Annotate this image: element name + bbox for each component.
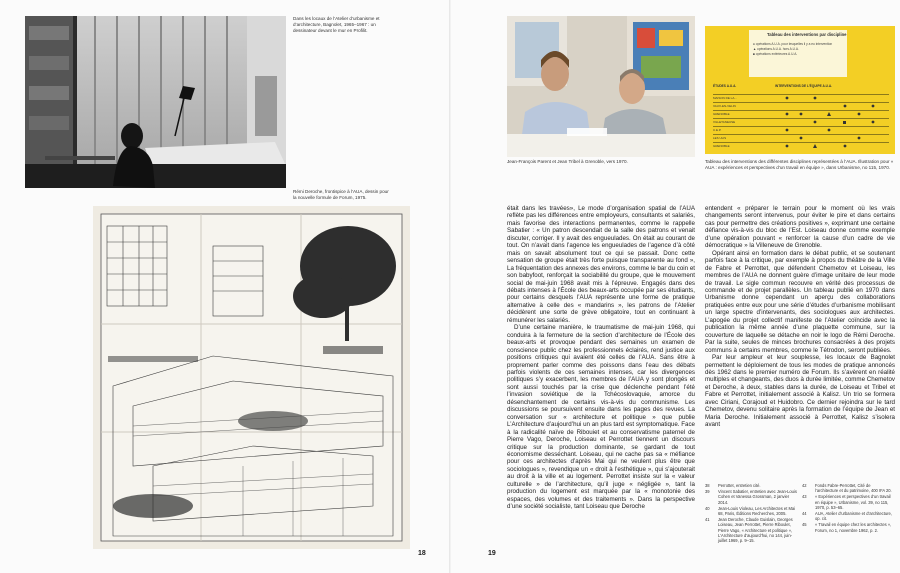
paragraph: était dans les travées», Le mode d’organisation spatial de l’AUA reflète pas les différences entre employeurs, consultants et salariés, mais favorise des interactions permanentes, comme le rappelle Sabatier : « Un patron descendait de la salle des patrons et venait discuter, corriger. Il y avait des engueulades. On était au courant de tout. On n’avait dans l’agence les engueulades de l’agence d’à côté mais on savait absolument tout ce qui se passait. Donc cette sensation de groupe était très forte puisque transparente au fond », La fréquentation des annexes des environs, comme le bar du coin et son babyfoot, renforçait la sociabilité du groupe, que le mouvement social de mai-juin 1968 avait mis à l’épreuve. Engagés dans des débats intenses à l’École des beaux-arts occupée par ses étudiants, pour certains desquels l’AUA représente une forme de pratique alternative à celle des « mandarins », les patrons de l’Atelier décidèrent une sorte de grève obligatoire, tout en continuant à rémunérer les salariés. bbox=[507, 205, 695, 324]
table-header-right: INTERVENTIONS DE L’ÉQUIPE A.U.A. bbox=[775, 84, 833, 88]
table-row: MAISON DE LA... bbox=[713, 94, 889, 103]
paragraph: entendent « préparer le terrain pour le moment où les vrais changements seront intervenus, pour éviter le pire et dans certains cas pour permettre des créations positives », exprimant une certaine défiance vis-à-vis du bloc de l’Est. Loiseau donne comme exemple d’une opération pouvant « renforcer la cause d’un cadre de vie démocratique » la Villeneuve de Grenoble. bbox=[705, 205, 895, 250]
paragraph: D’une certaine manière, le traumatisme de mai-juin 1968, qui conduira à la fermeture de la section d’architecture de l’École des beaux-arts et provoque pendant des semaines un examen de conscience public chez les professionnels éclairés, rend justice aux positions critiques qui avaient été celles de l’AUA. Sans être à proprement parler comme des poissons dans l’eau des débats parfois violents de ces semaines intenses, car les divergences politiques s’y exacerbent, les membres de l’AUA y sont plongés et sont aussi touchés par la crise que déclenche pendant l’été l’invasion soviétique de la Tchécoslovaquie, amorce du désenchantement de certains vis-à-vis du communisme. Les discussions se poursuivent ensuite dans les pages des revues. La conversation sur « architecture et politique » que publie L’Architecture d’aujourd’hui un an plus tard est symptomatique. Face à la radicalité naïve de Ribouiet et au conservatisme paternel de Pierre Vago, Deroche, Loiseau et Perrottet tiennent un discours critique sur la production dominante, se gardant de tout économisme desséchant. Loiseau, qui ne cache pas sa « méfiance pour ces architectes d’après Mai qui ne veulent plus être que sociologues », revendique un « droit à l’esthétique », qui s’ajouterait au droit à la ville et au logement. Perrottet insiste sur la « valeur culturelle » de l’architecture, qu’il juge « négligée », tant la production du logement est marquée par la « monotonie des espaces, des volumes et des traitements ». Dans la perspective d’une société socialiste, tant Loiseau que Deroche bbox=[507, 324, 695, 511]
footnotes-right bbox=[802, 483, 894, 534]
table-header-left: ÉTUDES A.U.A. bbox=[713, 84, 737, 88]
footnote: 38 Perrottet, entretien cité. bbox=[705, 483, 761, 488]
table-row: VILLETANEUSE bbox=[713, 118, 889, 127]
footnote: 39 Vincent Sabatier, entretien avec Jean-Louis Cohen et Vanessa Grossman, 2 janvier 2014. bbox=[705, 489, 797, 505]
footnote: 41 Jean Deroche, Claude Guislain, Georges Loiseau, Jean Perrottet, Pierre Riboulet, Pierre Vago, « Architecture et politique », L’Architecture d’aujourd’hui, no 144, juin-juillet 1969, p. 9–15. bbox=[705, 517, 793, 544]
page-number-left: 18 bbox=[418, 550, 426, 557]
legend-entry: ● opérations A.U.A. pour lesquelles il y a eu intervention bbox=[753, 42, 833, 46]
footnote: 40 Jean-Louis Violeau, Les Architectes et Mai 68, Paris, Éditions Recherches, 2005. bbox=[705, 505, 796, 517]
table-row: VAUX-EN-VELIN bbox=[713, 102, 889, 111]
portrait-caption: Jean-François Parent et Jean Tribel à Grenoble, vers 1970. bbox=[507, 159, 628, 164]
table-row: GRENOBLE bbox=[713, 142, 889, 151]
legend-entry: ▲ opérations A.U.A. hors A.U.A. bbox=[753, 47, 799, 51]
body-column-1 bbox=[507, 205, 695, 564]
footnote: 44 AUA, Atelier d’urbanisme et d’architecture, op. cit. bbox=[802, 511, 892, 522]
legend-entry: ■ opérations extérieures A.U.A. bbox=[753, 52, 798, 56]
discipline-table-figure bbox=[705, 26, 895, 154]
body-column-2 bbox=[705, 205, 895, 476]
architectural-drawing-image bbox=[93, 206, 410, 549]
paragraph: Par leur ampleur et leur souplesse, les locaux de Bagnolet permettent le déploiement de tous les modes de pratique annoncés dès 1962 dans le premier numéro de Forum. Ils s’avèrent en réalité multiples et changeants, des duos à durée limitée, comme Chemetov et Deroche, à deux, stables dans la durée, de Loiseau et Tribel et Fabre et Perrottet, initialement associé à Kalisz. Un trio se formera avec Ciriani, Corajoud et Huidobro. Ce dernier rejoindra sur le tard Chemetov, devenu solitaire après la formation de l’équipe de Jean et Maria Deroche. Initialement associé à Perrottet, Kalisz s’isolera avant bbox=[705, 354, 895, 429]
table-row: GRENOBLE bbox=[713, 110, 889, 119]
studio-photo bbox=[25, 16, 286, 188]
table-row: LES ULIS bbox=[713, 134, 889, 143]
portrait-photo bbox=[507, 16, 695, 157]
table-row: C.E.P. bbox=[713, 126, 889, 135]
table-title: Tableau des interventions par discipline bbox=[767, 32, 847, 37]
footnotes-left bbox=[705, 483, 797, 544]
paragraph: Opérant ainsi en formation dans le débat public, et se soutenant parfois face à la critique, par exemple à propos du théâtre de la Ville de Fabre et Perrottet, que défendent Chemetov et Loiseau, les membres de l’AUA ne donnent guère d’image unitaire de leur mode de travail. Le sigle commun recouvre en vérité des processus de commande et de projet parallèles. Un tableau publié en 1970 dans Urbanisme donne cependant un aperçu des collaborations pratiquées entre eux pour une série d’études d’urbanisme mobilisant un large spectre d’intervenants, des sociologues aux architectes. L’apogée du projet collectif manifeste de l’Atelier coïncide avec la publication la même année d’une plaquette commune, sur la couverture de laquelle se détache en noir le logo de Rémi Deroche. Par la suite, seules de minces brochures consacrées à des projets communs à certains membres, comme le Tétrodon, seront publiées. bbox=[705, 249, 895, 354]
footnote: 42 Fonds Fabre-Perrottet, Cité de l’architecture et du patrimoine, 400 IFA 20. bbox=[802, 483, 892, 494]
spine bbox=[449, 0, 451, 573]
architectural-drawing bbox=[93, 206, 410, 549]
table-markers bbox=[775, 94, 893, 150]
page-number-right: 19 bbox=[488, 550, 496, 557]
footnote: 43 « Expériences et perspectives d’un travail en équipe », Urbanisme, vol. 39, no 115, 1970, p. 53–65. bbox=[802, 494, 891, 510]
studio-photo-image bbox=[25, 16, 286, 188]
studio-photo-caption: Dans les locaux de l’Atelier d’urbanisme et d’architecture, Bagnolet, 1965–1967 : un dessinateur devant le mur en Profilit. bbox=[293, 16, 380, 33]
portrait-photo-image bbox=[507, 16, 695, 157]
footnote: 45 « Travail en équipe chez les architectes », Forum, no 1, novembre 1962, p. 2. bbox=[802, 522, 892, 533]
table-legend bbox=[753, 42, 832, 57]
table-caption: Tableau des interventions des différentes disciplines représentées à l’AUA. Illustration pour « AUA : expériences et perspectives d’un travail en équipe », dans Urbanisme, no 115, 1970. bbox=[705, 159, 894, 170]
drawing-caption: Rémi Deroche, frontispice à l’AUA, dessin pour la nouvelle formule de Forum, 1975. bbox=[293, 189, 389, 200]
